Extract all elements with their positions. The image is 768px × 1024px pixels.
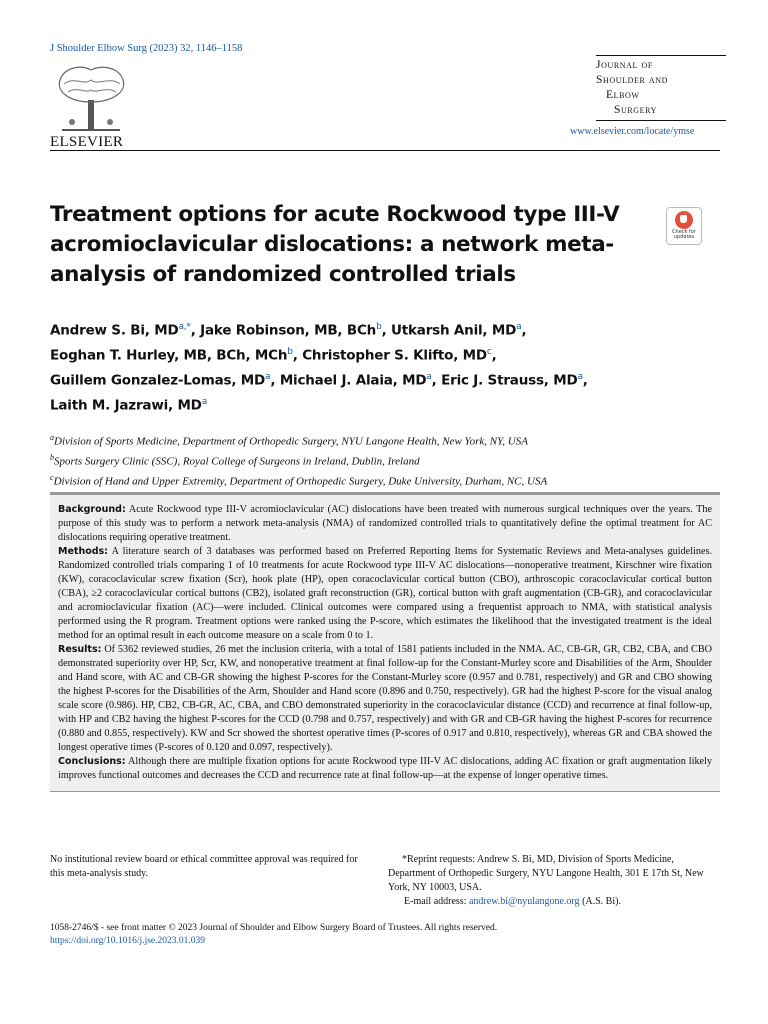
author-affiliation-marker[interactable]: a [265,372,271,382]
affiliation-marker: b [50,453,54,463]
header-divider [50,150,720,151]
article-title: Treatment options for acute Rockwood type III-V acromioclavicular dislocations: a network meta-analysis of randomized controlled trials [50,202,620,287]
abstract-section [58,643,712,755]
doi-link[interactable]: https://doi.org/10.1016/j.jse.2023.01.039 [50,936,205,946]
author-name: Christopher S. Klifto, MD [302,347,487,364]
affiliation-text: Division of Hand and Upper Extremity, Department of Orthopedic Surgery, Duke University, Durham, NC, USA [53,475,548,488]
abstract-text: Acute Rockwood type III-V acromioclavicular (AC) dislocations have been treated with numerous surgical techniques over the years. The purpose of this study was to perform a network meta-analysis (NMA) of randomized controlled trials to quantitatively define the optimal treatment for AC dislocations requiring operative treatment. [58,504,712,543]
abstract-heading: Methods: [58,546,108,557]
abstract-text: Although there are multiple fixation options for acute Rockwood type III-V AC dislocations, adding AC fixation or graft augmentation likely improves functional outcomes and decreases the CCD and recurrence rate at final follow-up—at the expense of longer operative times. [58,756,712,781]
check-for-updates-button[interactable] [666,207,702,245]
journal-logo-line: Surgery [614,104,658,116]
abstract-text: Of 5362 reviewed studies, 26 met the inclusion criteria, with a total of 1581 patients included in the NMA. AC, CB-GR, GR, CB2, CBA, and CBO demonstrated superiority over HP, Scr, KW, and nonoperative treatment at final follow-up for the Constant-Murley score and Disabilities of the Arm, Shoulder and Hand score, with AC and CB-GR showing the highest P-scores for the Constant-Murley score (0.957 and 0.781, respectively) and GR and CBO showing the highest P-scores for the Disabilities of the Arm, Shoulder and Hand score (0.896 and 0.750, respectively). GR had the highest P-score for the visual analog scale score (0.986). HP, CB2, CB-GR, AC, CBA, and CBO demonstrated superiority in the coracoclavicular distance (CCD) and recurrence at final follow-up, with HP and CB2 having the highest P-scores for the CCD (0.798 and 0.757, respectively) and with GR and CB-GR having the highest P-scores for recurrence (0.880 and 0.855, respectively). KW and Scr showed the shortest operative times (P-scores of 0.917 and 0.810, respectively), whereas GR and CBA showed the longest operative times (P-scores of 0.120 and 0.097, respectively). [58,644,712,753]
email-suffix: (A.S. Bi). [582,896,621,907]
affiliation-text: Division of Sports Medicine, Department of Orthopedic Surgery, NYU Langone Health, New York, NY, USA [54,435,528,448]
email-line [388,895,722,909]
affiliation-item [50,430,730,450]
author-name: Guillem Gonzalez-Lomas, MD [50,372,266,389]
journal-logo [596,55,726,121]
journal-citation: J Shoulder Elbow Surg (2023) 32, 1146–1158 [50,43,243,54]
abstract-text: A literature search of 3 databases was performed based on Preferred Reporting Items for Systematic Reviews and Meta-analyses guidelines. Randomized controlled trials comparing 1 of 10 treatments for acute Rockwood type III-V AC dislocations—nonoperative treatment, Kirschner wire fixation (KW), coracoclavicular screw fixation (Scr), hook plate (HP), open coracoclavicular cortical button (CBO), arthroscopic coracoclavicular cortical button (CBA), ≥2 coracoclavicular cortical buttons (CB2), isolated graft reconstruction (GR), cortical button with graft augmentation (CB-GR), and coracoclavicular and acromioclavicular fixation (AC)—were included. Clinical outcomes were compared using a frequentist approach to NMA, with statistical analysis performed using the R program. Treatment options were ranked using the P-score, which estimates the likelihood that the investigated treatment is the ideal method for an optimal result in each outcome measure on a scale from 0 to 1. [58,546,712,641]
elsevier-tree-logo [50,62,132,134]
author-affiliation-marker[interactable]: a [201,397,208,407]
author-affiliation-marker[interactable]: c [486,347,492,357]
abstract-section [58,755,712,783]
author-name: Jake Robinson, MB, BCh [200,322,377,339]
affiliation-item [50,470,730,490]
author-list: Andrew S. Bi, $MD^{a,*}$, Jake Robinson, MB, BCh$^b$, Utkarsh Anil, $MD^a$, Eoghan T. Hurley, MB, BCh, MCh$^b$, Christopher S. Klifto, $MD^c$, Guillem Gonzalez-Lomas, $MD^a$, Michael J. Alaia, $MD^a$, Eric J. Strauss, $MD^a$, Laith M. Jazrawi, $MD^a$ [50,322,588,414]
abstract-section [58,503,712,545]
abstract-section [58,545,712,643]
copyright-block [50,922,497,948]
author-name: Utkarsh Anil, MD [391,322,517,339]
author-affiliation-marker[interactable]: a [426,372,432,382]
author-name: Michael J. Alaia, MD [279,372,427,389]
check-updates-label: Check for updates [672,229,696,240]
abstract-heading: Background: [58,504,126,515]
author-name: Andrew S. Bi, MD [50,322,179,339]
author-affiliation-marker[interactable]: a [516,322,522,332]
author-name: Laith M. Jazrawi, MD [50,397,202,414]
author-affiliation-marker[interactable]: a [577,372,583,382]
abstract-box [50,492,720,792]
affiliation-list [50,430,730,490]
author-affiliation-marker[interactable]: b [376,322,382,332]
abstract-heading: Conclusions: [58,756,126,767]
affiliation-text: Sports Surgery Clinic (SSC), Royal College of Surgeons in Ireland, Dublin, Ireland [54,455,420,468]
journal-url-link[interactable]: www.elsevier.com/locate/ymse [570,126,695,137]
journal-logo-line: Journal of [596,59,653,71]
reprint-text: *Reprint requests: Andrew S. Bi, MD, Division of Sports Medicine, Department of Orthopedic Surgery, NYU Langone Health, 301 E 17th St, New York, NY 10003, USA. [388,854,704,893]
issn-line: 1058-2746/$ - see front matter © 2023 Journal of Shoulder and Elbow Surgery Board of Trustees. All rights reserved. [50,923,498,933]
affiliation-item [50,450,730,470]
author-name: Eoghan T. Hurley, MB, BCh, MCh [50,347,288,364]
author-name: Eric J. Strauss, MD [441,372,578,389]
author-affiliation-marker[interactable]: a,* [178,322,191,332]
ethics-footnote: No institutional review board or ethical committee approval was required for this meta-analysis study. [50,854,358,879]
reprint-footnote [388,853,722,909]
abstract-heading: Results: [58,644,102,655]
journal-logo-line: Elbow [606,89,640,101]
publisher-name: ELSEVIER [50,134,124,150]
affiliation-marker: c [50,473,54,483]
author-affiliation-marker[interactable]: b [287,347,293,357]
email-link[interactable]: andrew.bi@nyulangone.org [468,896,580,907]
email-label: E-mail address: [404,896,467,907]
affiliation-marker: a [50,433,54,442]
bookmark-icon [675,211,693,229]
journal-logo-line: Shoulder and [596,74,669,86]
